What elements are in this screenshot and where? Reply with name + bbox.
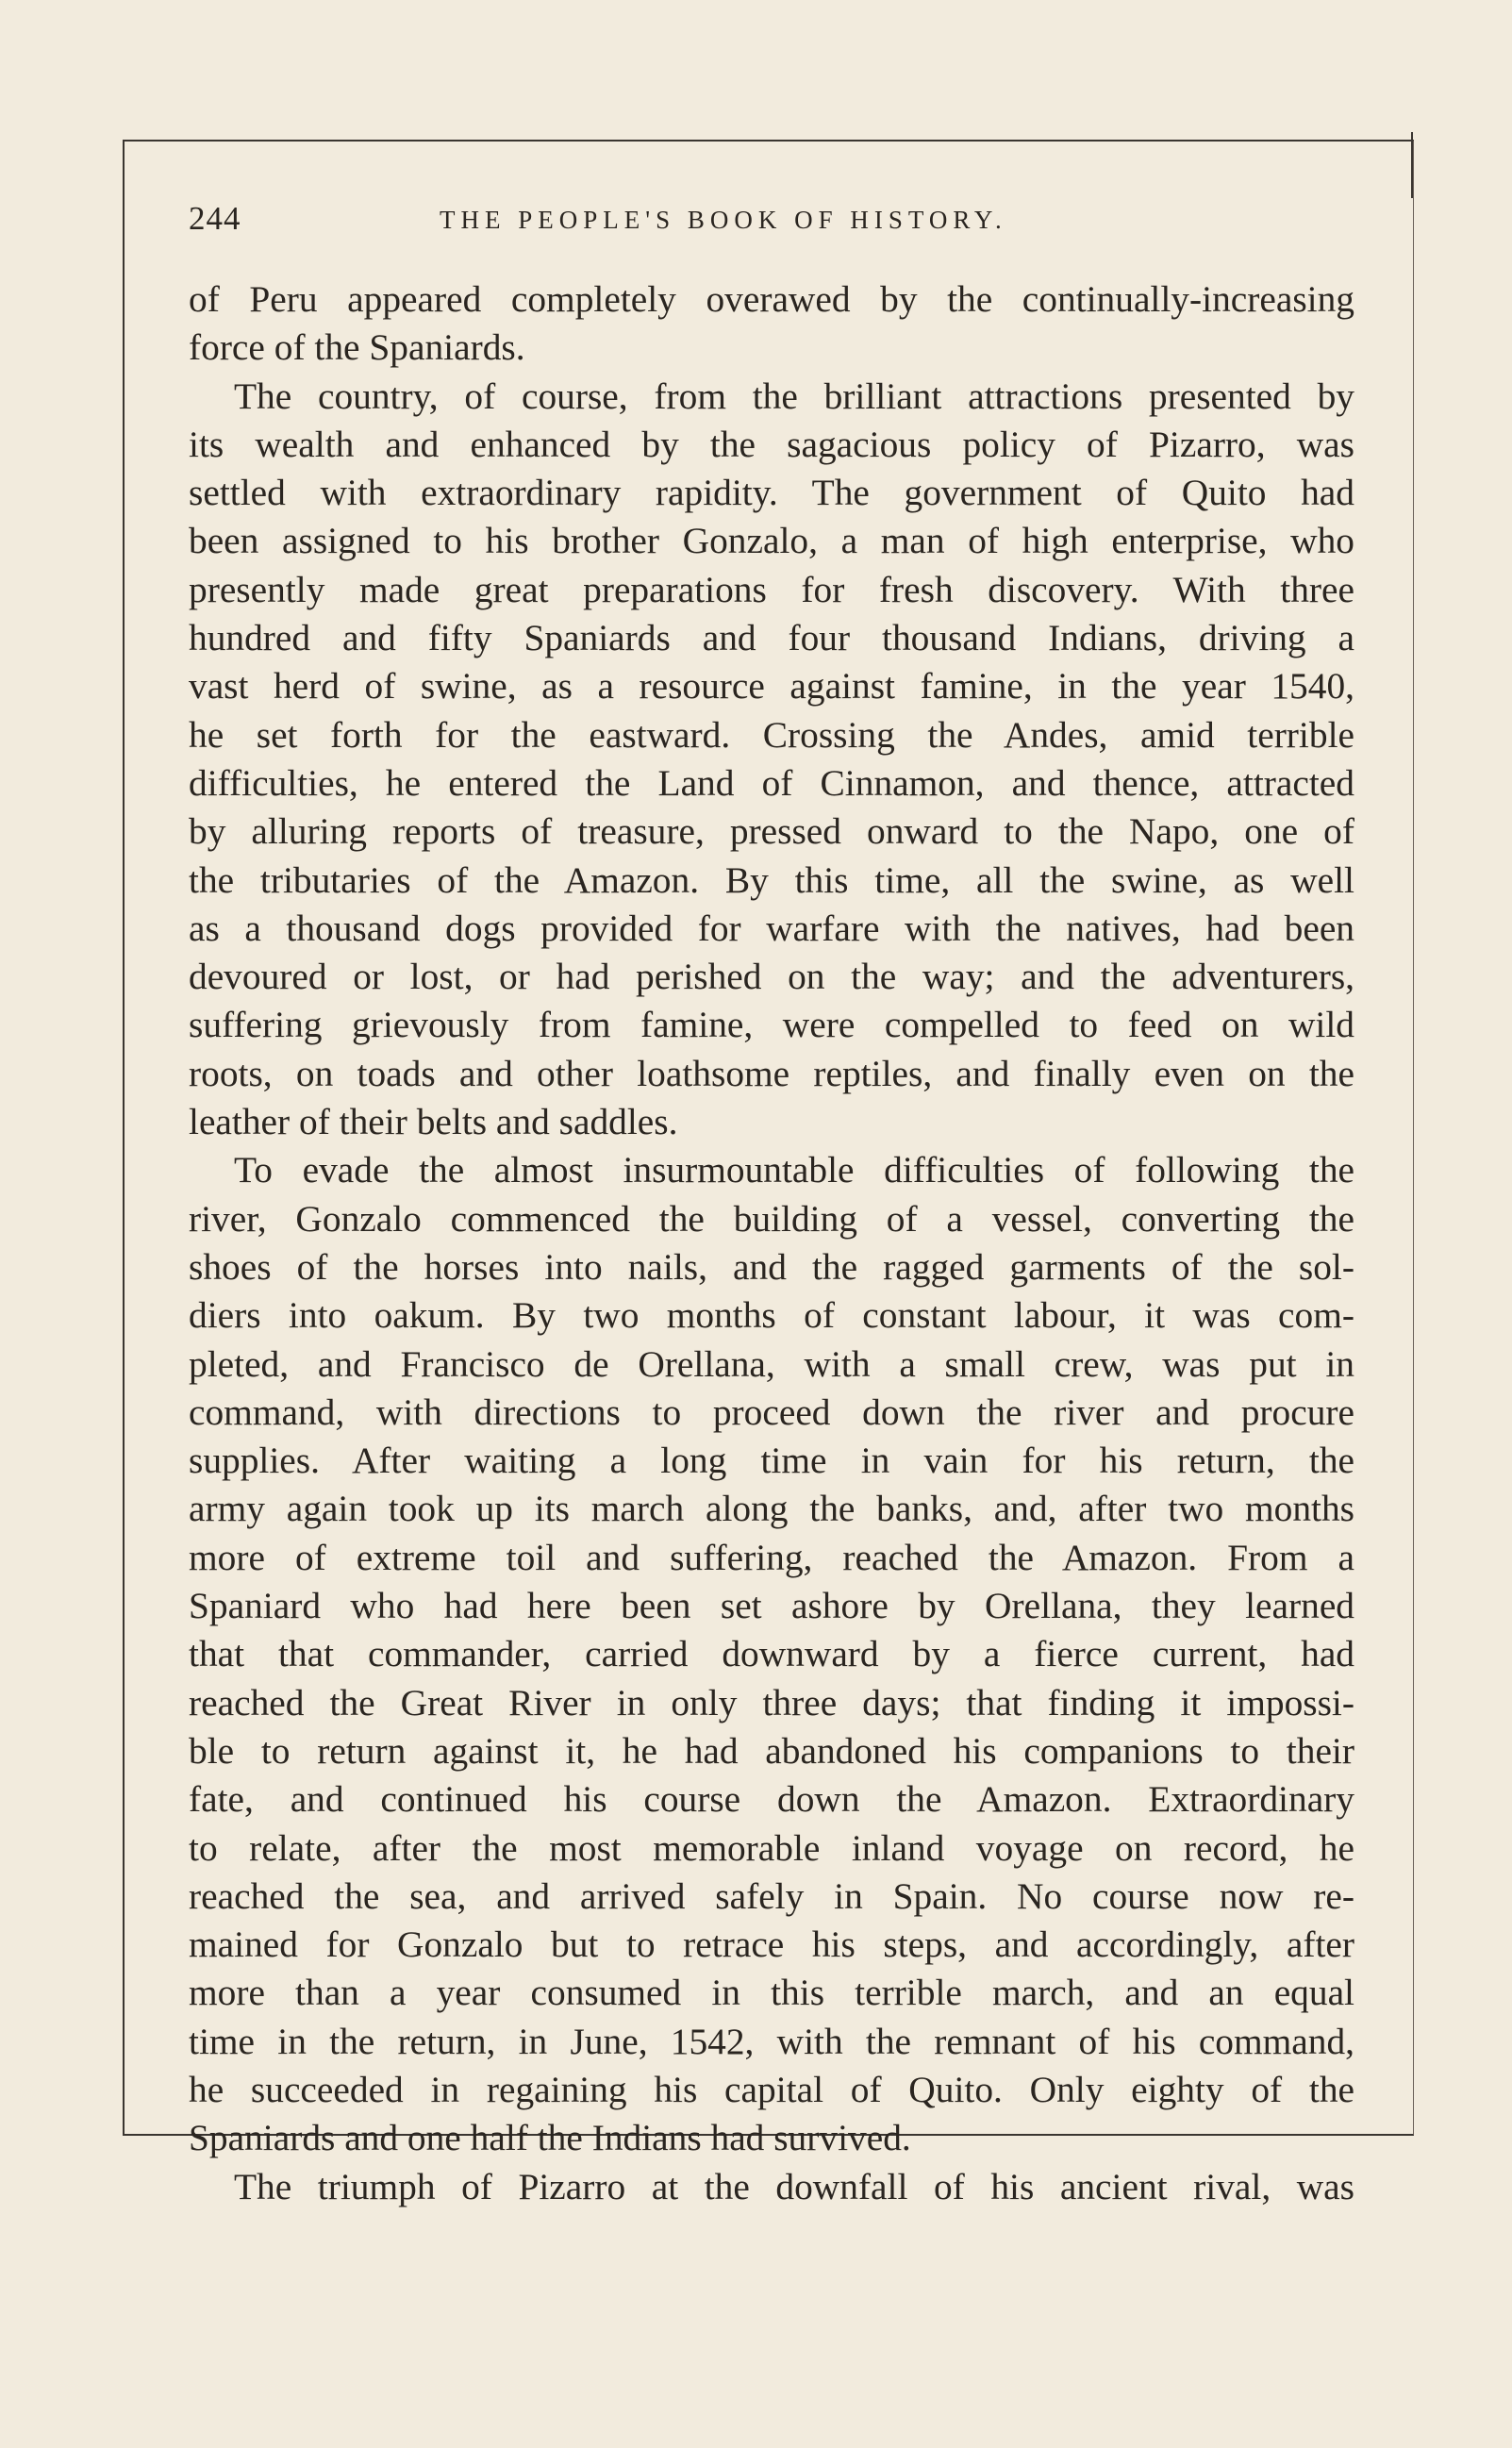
text-line: fate, and continued his course down the Amazon. Extraordinary	[189, 1778, 1354, 1821]
page-number: 244	[189, 200, 241, 237]
text-line: ble to return against it, he had abandoned his companions to their	[189, 1729, 1354, 1772]
text-line: The triumph of Pizarro at the downfall of his ancient rival, was	[234, 2165, 1354, 2207]
text-line: vast herd of swine, as a resource against famine, in the year 1540,	[189, 665, 1354, 708]
text-line: suffering grievously from famine, were compelled to feed on wild	[189, 1004, 1354, 1046]
text-line: diers into oakum. By two months of constant labour, it was com-	[189, 1294, 1354, 1337]
text-line: devoured or lost, or had perished on the way; and the adventurers,	[189, 956, 1354, 998]
text-line: presently made great preparations for fresh discovery. With three	[189, 568, 1354, 610]
text-line: time in the return, in June, 1542, with the remnant of his command,	[189, 2020, 1354, 2062]
text-line: roots, on toads and other loathsome reptiles, and finally even on the	[189, 1052, 1354, 1094]
text-line: been assigned to his brother Gonzalo, a man of high enterprise, who	[189, 520, 1354, 562]
running-head	[189, 200, 1358, 247]
text-line: the tributaries of the Amazon. By this time, all the swine, as well	[189, 858, 1354, 901]
text-line: hundred and fifty Spaniards and four thousand Indians, driving a	[189, 617, 1354, 659]
text-line: river, Gonzalo commenced the building of a vessel, converting the	[189, 1197, 1354, 1240]
text-line: settled with extraordinary rapidity. The government of Quito had	[189, 472, 1354, 514]
text-line: force of the Spaniards.	[189, 326, 525, 369]
text-line: army again took up its march along the banks, and, after two months	[189, 1488, 1354, 1530]
text-line: more than a year consumed in this terrible march, and an equal	[189, 1972, 1354, 2014]
text-line: difficulties, he entered the Land of Cinnamon, and thence, attracted	[189, 761, 1354, 804]
text-line: to relate, after the most memorable inland voyage on record, he	[189, 1826, 1354, 1869]
text-line: reached the Great River in only three days; that finding it impossi-	[189, 1681, 1354, 1724]
text-line: as a thousand dogs provided for warfare with the natives, had been	[189, 907, 1354, 949]
text-line: To evade the almost insurmountable difficulties of following the	[234, 1149, 1354, 1191]
text-line: Spaniards and one half the Indians had survived.	[189, 2117, 911, 2159]
text-line: shoes of the horses into nails, and the ragged garments of the sol-	[189, 1245, 1354, 1288]
text-line: its wealth and enhanced by the sagacious policy of Pizarro, was	[189, 423, 1354, 465]
text-line: he set forth for the eastward. Crossing the Andes, amid terrible	[189, 713, 1354, 756]
text-line: mained for Gonzalo but to retrace his steps, and accordingly, after	[189, 1923, 1354, 1966]
text-line: he succeeded in regaining his capital of Quito. Only eighty of the	[189, 2068, 1354, 2110]
text-line: of Peru appeared completely overawed by the continually-increasing	[189, 278, 1354, 320]
text-line: by alluring reports of treasure, pressed onward to the Napo, one of	[189, 810, 1354, 853]
text-line: reached the sea, and arrived safely in Spain. No course now re-	[189, 1874, 1354, 1917]
text-line: more of extreme toil and suffering, reached the Amazon. From a	[189, 1536, 1354, 1578]
text-line: leather of their belts and saddles.	[189, 1101, 678, 1143]
text-line: supplies. After waiting a long time in vain for his return, the	[189, 1440, 1354, 1482]
text-line: command, with directions to proceed down the river and procure	[189, 1391, 1354, 1433]
text-line: The country, of course, from the brilliant attractions presented by	[234, 375, 1354, 417]
body-text	[189, 275, 1354, 2211]
text-line: that that commander, carried downward by a fierce current, had	[189, 1633, 1354, 1675]
text-line: pleted, and Francisco de Orellana, with a small crew, was put in	[189, 1342, 1354, 1385]
running-title: THE PEOPLE'S BOOK OF HISTORY.	[440, 206, 1007, 234]
text-line: Spaniard who had here been set ashore by Orellana, they learned	[189, 1585, 1354, 1627]
border-tick	[1411, 132, 1413, 198]
